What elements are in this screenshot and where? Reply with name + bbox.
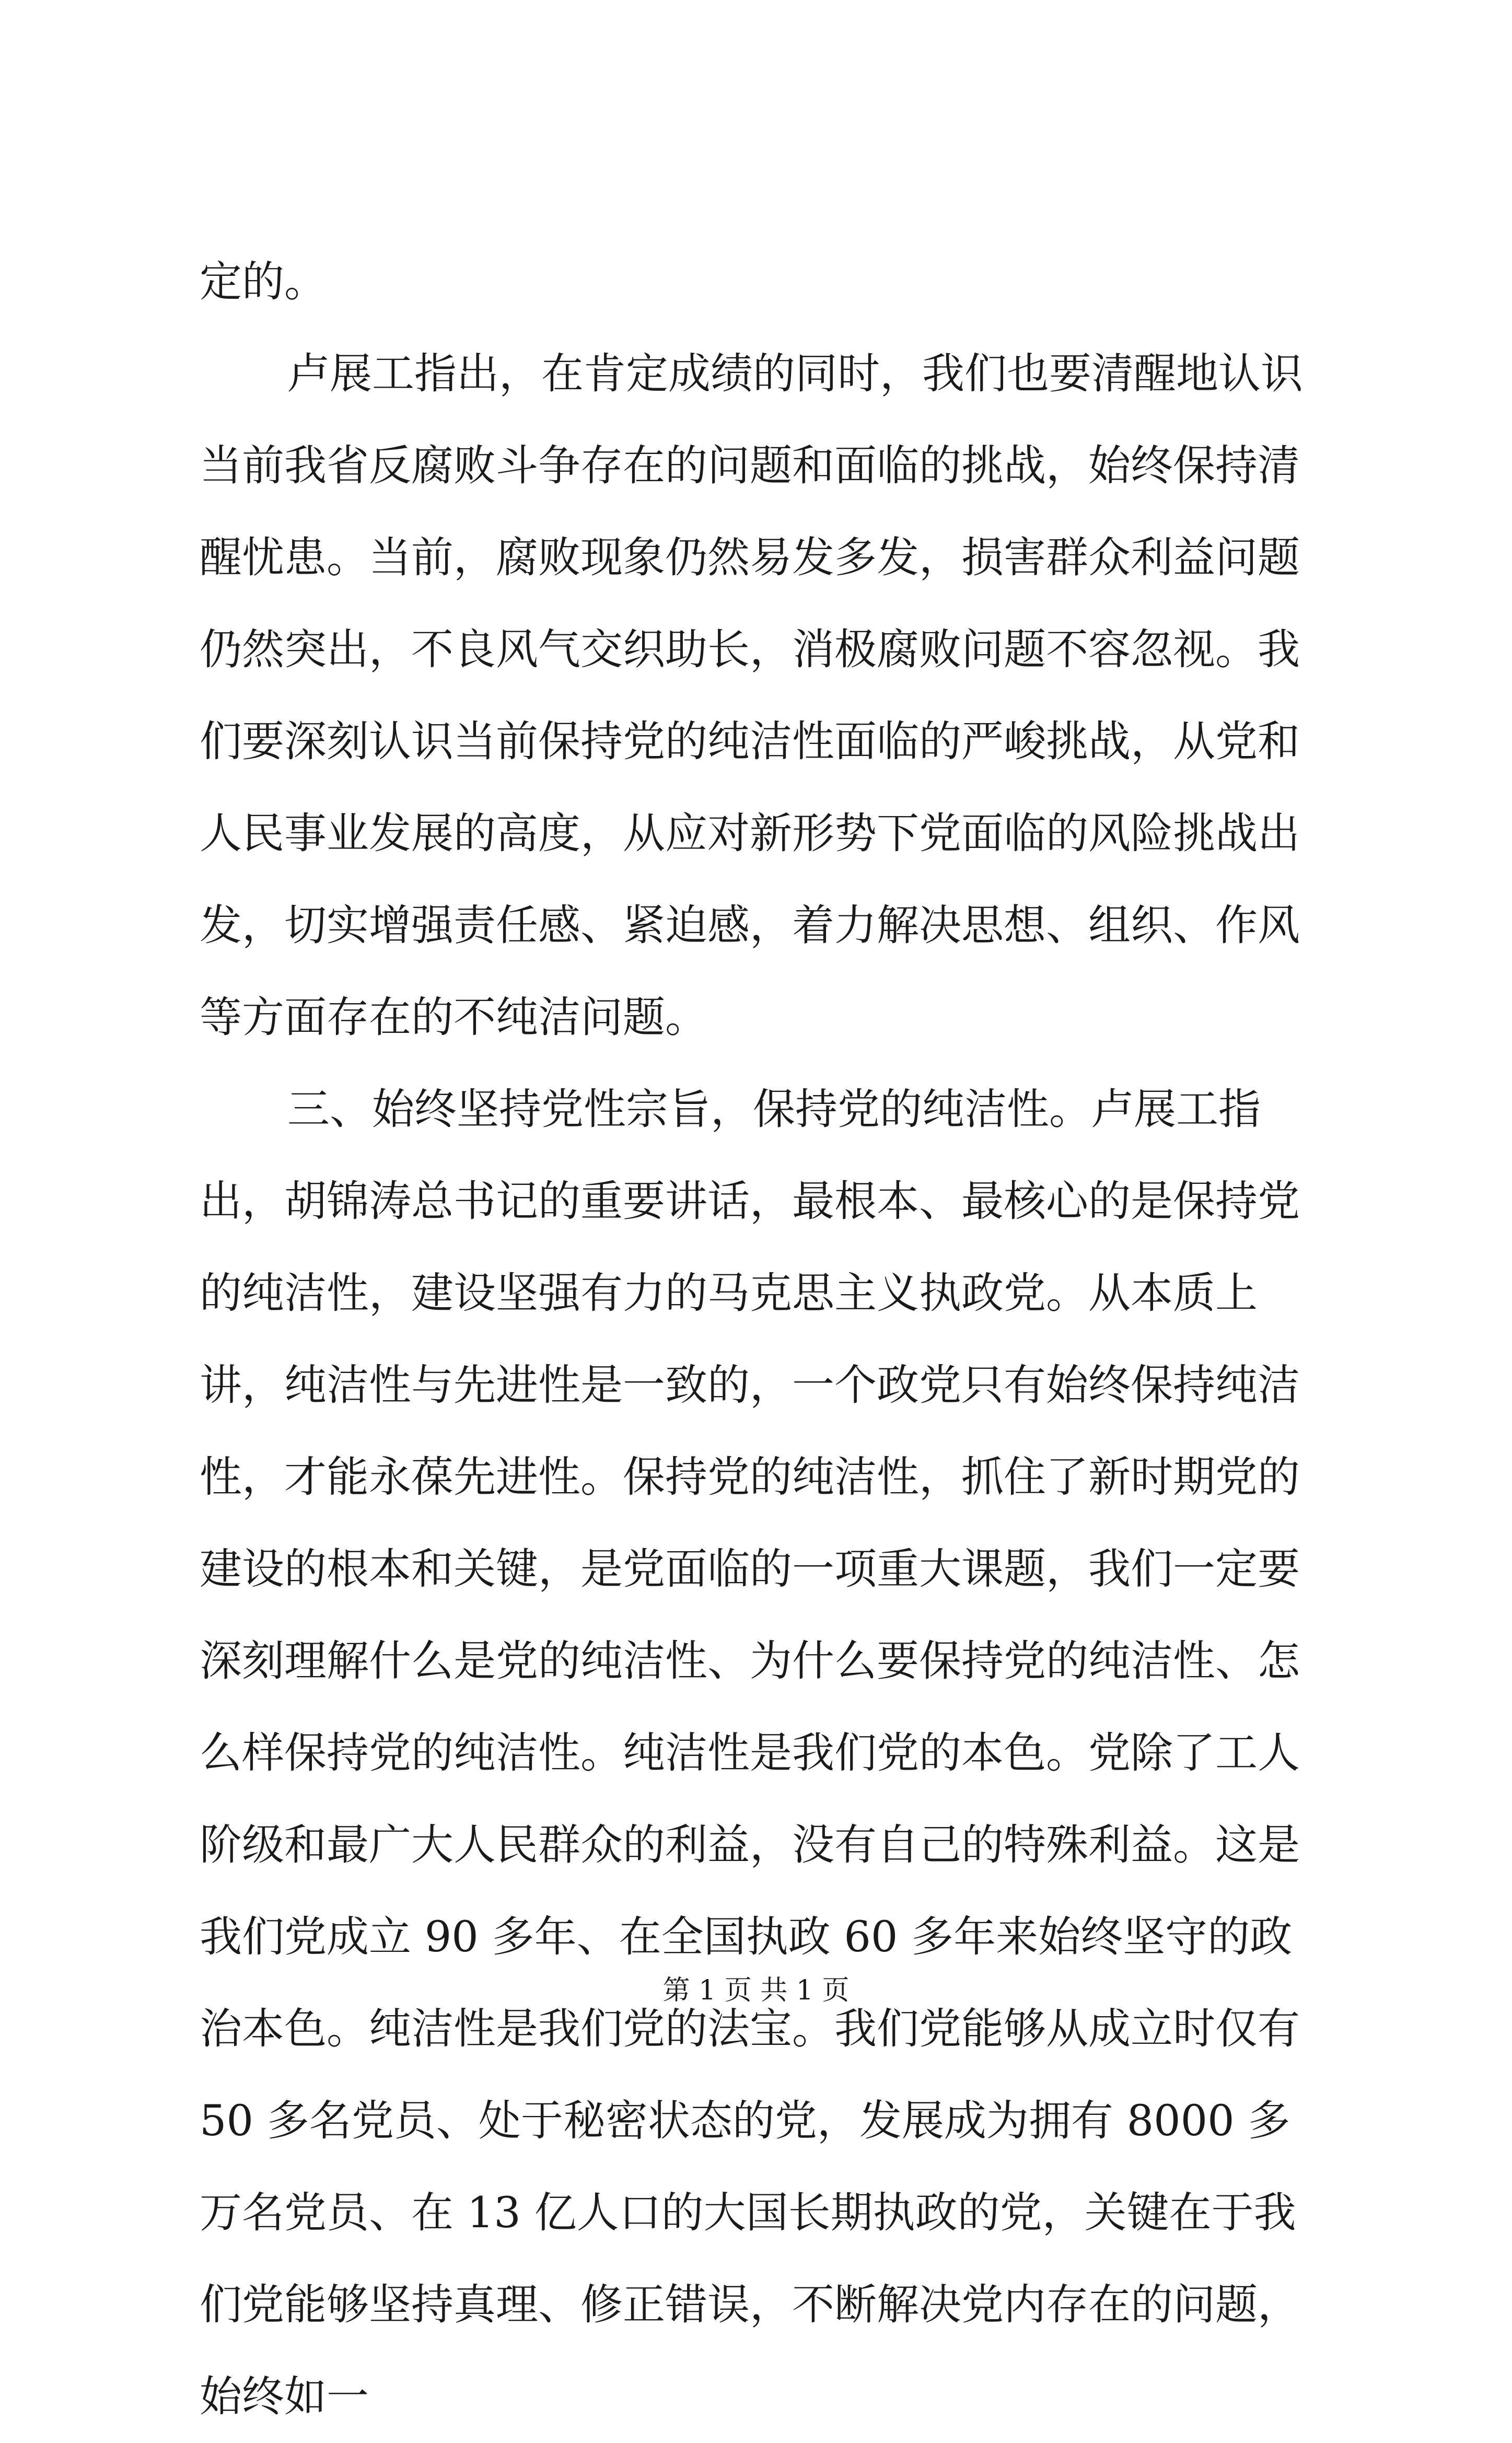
document-body (200, 236, 1324, 2443)
paragraph-section-three-purity: 三、始终坚持党性宗旨，保持党的纯洁性。卢展工指出，胡锦涛总书记的重要讲话，最根本、最核心的是保持党的纯洁性，建设坚强有力的马克思主义执政党。从本质上讲，纯洁性与先进性是一致的，一个政党只有始终保持纯洁性，才能永葆先进性。保持党的纯洁性，抓住了新时期党的建设的根本和关键，是党面临的一项重大课题，我们一定要深刻理解什么是党的纯洁性、为什么要保持党的纯洁性、怎么样保持党的纯洁性。纯洁性是我们党的本色。党除了工人阶级和最广大人民群众的利益，没有自己的特殊利益。这是我们党成立 90 多年、在全国执政 60 多年来始终坚守的政治本色。纯洁性是我们党的法宝。我们党能够从成立时仅有 50 多名党员、处于秘密状态的党，发展成为拥有 8000 多万名党员、在 13 亿人口的大国长期执政的党，关键在于我们党能够坚持真理、修正错误，不断解决党内存在的问题，始终如一 (200, 1085, 1300, 2422)
paragraph-lu-zhangong-challenges: 卢展工指出，在肯定成绩的同时，我们也要清醒地认识当前我省反腐败斗争存在的问题和面临的挑战，始终保持清醒忧患。当前，腐败现象仍然易发多发，损害群众利益问题仍然突出，不良风气交织助长，消极腐败问题不容忽视。我们要深刻认识当前保持党的纯洁性面临的严峻挑战，从党和人民事业发展的高度，从应对新形势下党面临的风险挑战出发，切实增强责任感、紧迫感，着力解决思想、组织、作风等方面存在的不纯洁问题。 (200, 350, 1304, 1042)
page-footer: 第 1 页 共 1 页 (662, 1975, 850, 2006)
paragraph-continuation: 定的。 (200, 258, 327, 307)
